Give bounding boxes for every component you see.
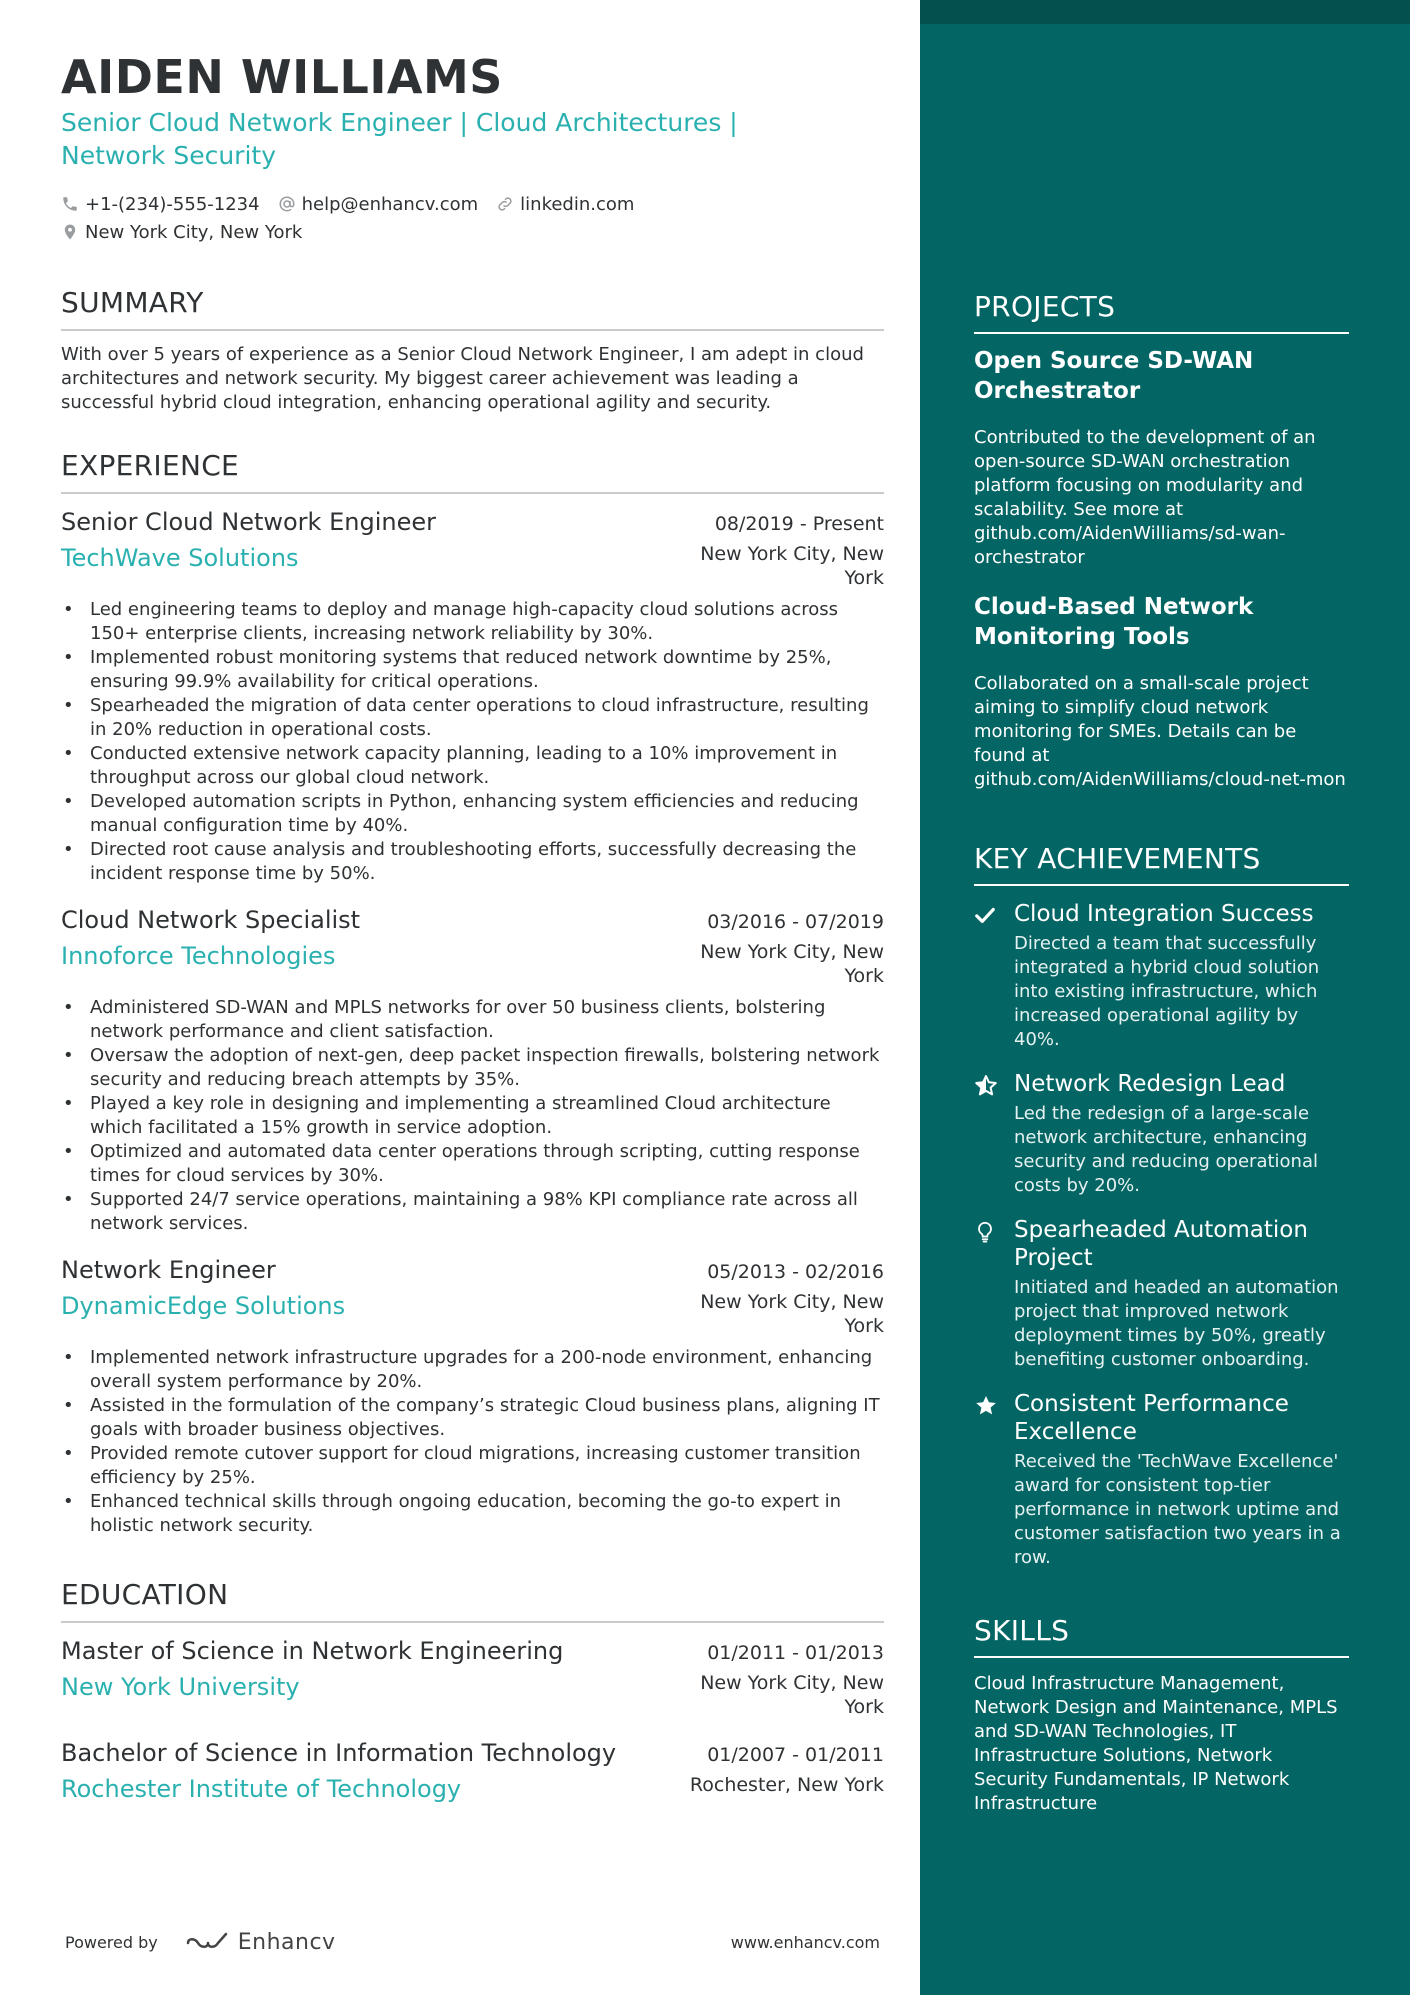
summary-text: With over 5 years of experience as a Senior Cloud Network Engineer, I am adept in cloud architectures and network security. My biggest career achievement was leading a successful hybrid cloud integration, enhancing operational agility and security. [61,344,864,413]
candidate-title: Senior Cloud Network Engineer | Cloud Architectures | Network Security [61,108,738,170]
bullet-item: • Implemented network infrastructure upgrades for a 200-node environment, enhancing overall system performance by 20%. [61,1346,884,1394]
job-entry [61,506,884,886]
achievement-description: Directed a team that successfully integrated a hybrid cloud solution into existing infrastructure, which increased operational agility by 40%. [1014,933,1320,1050]
achievement-title: Spearheaded Automation Project [1014,1217,1308,1271]
achievements-heading: KEY ACHIEVEMENTS [974,842,1349,886]
sidebar-top-bar [920,0,1410,24]
link-icon [496,195,514,213]
location-pin-icon [61,223,79,241]
bullet-item: • Directed root cause analysis and troubleshooting efforts, successfully decreasing the incident response time by 50%. [61,838,884,886]
lightbulb-icon [974,1220,996,1244]
enhancv-logo-icon [184,1931,232,1955]
achievement-item [974,900,1349,1052]
job-dates: 03/2016 - 07/2019 [707,911,884,933]
contact-info [61,190,884,246]
bullet-item: • Enhanced technical skills through ongoing education, becoming the go-to expert in holistic network security. [61,1490,884,1538]
email-text: help@enhancv.com [301,193,479,215]
bullet-item: • Administered SD-WAN and MPLS networks for over 50 business clients, bolstering network performance and client satisfaction. [61,996,884,1044]
achievement-description: Led the redesign of a large-scale network architecture, enhancing security and reducing operational costs by 20%. [1014,1103,1318,1196]
bullet-item: • Assisted in the formulation of the company’s strategic Cloud business plans, aligning IT goals with broader business objectives. [61,1394,884,1442]
achievement-description: Received the 'TechWave Excellence' award for consistent top-tier performance in network uptime and customer satisfaction two years in a row. [1014,1451,1341,1568]
bullet-item: • Led engineering teams to deploy and manage high-capacity cloud solutions across 150+ enterprise clients, increasing network reliability by 30%. [61,598,884,646]
achievement-description: Initiated and headed an automation project that improved network deployment times by 50%, greatly benefiting customer onboarding. [1014,1277,1339,1370]
powered-by [65,1930,336,1955]
achievements-section [974,842,1349,1570]
bullet-item: • Played a key role in designing and implementing a streamlined Cloud architecture which facilitated a 15% growth in service adoption. [61,1092,884,1140]
contact-phone[interactable] [61,194,260,215]
education-entry [61,1635,884,1719]
enhancv-logo[interactable] [184,1930,336,1955]
achievement-item [974,1390,1349,1570]
bullet-item: • Provided remote cutover support for cloud migrations, increasing customer transition efficiency by 25%. [61,1442,884,1490]
education-location: Rochester, New York [689,1774,884,1796]
job-dates: 08/2019 - Present [714,513,884,535]
footer-url[interactable]: www.enhancv.com [730,1933,880,1952]
linkedin-text: linkedin.com [520,193,635,215]
job-role: Senior Cloud Network Engineer [61,508,436,536]
job-entry [61,904,884,1236]
education-entry [61,1737,884,1805]
summary-heading: SUMMARY [61,286,884,331]
bullet-item: • Implemented robust monitoring systems that reduced network downtime by 25%, ensuring 99.9% availability for critical operations. [61,646,884,694]
job-company: TechWave Solutions [61,544,299,572]
contact-linkedin[interactable] [496,194,634,215]
education-location: New York City, New York [700,1672,884,1718]
job-entry [61,1254,884,1538]
skills-section [974,1614,1349,1816]
job-location: New York City, New York [700,941,884,987]
projects-heading: PROJECTS [974,290,1349,334]
project-item [974,346,1349,570]
achievement-title: Consistent Performance Excellence [1014,1391,1289,1445]
achievement-item [974,1070,1349,1198]
candidate-name: AIDEN WILLIAMS [61,50,503,104]
contact-email[interactable] [278,194,479,215]
job-bullets [61,1346,884,1538]
school: Rochester Institute of Technology [61,1775,462,1803]
degree: Master of Science in Network Engineering [61,1637,564,1665]
experience-heading: EXPERIENCE [61,449,884,494]
at-icon [278,195,296,213]
skills-text: Cloud Infrastructure Management, Network Design and Maintenance, MPLS and SD-WAN Technologies, IT Infrastructure Solutions, Network Security Fundamentals, IP Network Infrastructure [974,1673,1338,1814]
project-description: Collaborated on a small-scale project aiming to simplify cloud network monitoring for SMEs. Details can be found at github.com/AidenWilliams/cloud-net-mon [974,673,1346,790]
check-icon [974,904,996,926]
achievement-title: Network Redesign Lead [1014,1071,1286,1097]
bullet-item: • Conducted extensive network capacity planning, leading to a 10% improvement in throughput across our global cloud network. [61,742,884,790]
job-dates: 05/2013 - 02/2016 [707,1261,884,1283]
bullet-item: • Spearheaded the migration of data center operations to cloud infrastructure, resulting in 20% reduction in operational costs. [61,694,884,742]
education-section [61,1578,884,1805]
achievement-item [974,1216,1349,1372]
bullet-item: • Optimized and automated data center operations through scripting, cutting response times for cloud services by 30%. [61,1140,884,1188]
project-title: Cloud-Based Network Monitoring Tools [974,594,1254,650]
summary-section [61,286,884,415]
location-text: New York City, New York [85,221,303,243]
star-half-icon [974,1074,998,1098]
school: New York University [61,1673,300,1701]
project-title: Open Source SD-WAN Orchestrator [974,348,1254,404]
job-company: Innoforce Technologies [61,942,336,970]
project-description: Contributed to the development of an open-source SD-WAN orchestration platform focusing on modularity and scalability. See more at github.com/AidenWilliams/sd-wan-orchestrator [974,427,1316,568]
main-column [61,50,884,1805]
projects-section [974,290,1349,792]
contact-location [61,222,302,243]
bullet-item: • Supported 24/7 service operations, maintaining a 98% KPI compliance rate across all network services. [61,1188,884,1236]
project-item [974,592,1349,792]
degree: Bachelor of Science in Information Technology [61,1739,617,1767]
star-icon [974,1394,998,1418]
job-company: DynamicEdge Solutions [61,1292,346,1320]
experience-section [61,449,884,1538]
powered-by-label: Powered by [65,1933,158,1952]
education-dates: 01/2011 - 01/2013 [707,1642,884,1664]
footer [65,1930,880,1955]
phone-icon [61,195,79,213]
bullet-item: • Developed automation scripts in Python, enhancing system efficiencies and reducing manual configuration time by 40%. [61,790,884,838]
job-location: New York City, New York [700,1291,884,1337]
job-role: Network Engineer [61,1256,276,1284]
sidebar [920,0,1410,1995]
bullet-item: • Oversaw the adoption of next-gen, deep packet inspection firewalls, bolstering network security and reducing breach attempts by 35%. [61,1044,884,1092]
job-role: Cloud Network Specialist [61,906,361,934]
job-bullets [61,598,884,886]
phone-text: +1-(234)-555-1234 [85,193,260,215]
skills-heading: SKILLS [974,1614,1349,1658]
job-location: New York City, New York [700,543,884,589]
education-heading: EDUCATION [61,1578,884,1623]
job-bullets [61,996,884,1236]
achievement-title: Cloud Integration Success [1014,901,1314,927]
education-dates: 01/2007 - 01/2011 [707,1744,884,1766]
brand-name: Enhancv [237,1930,336,1955]
